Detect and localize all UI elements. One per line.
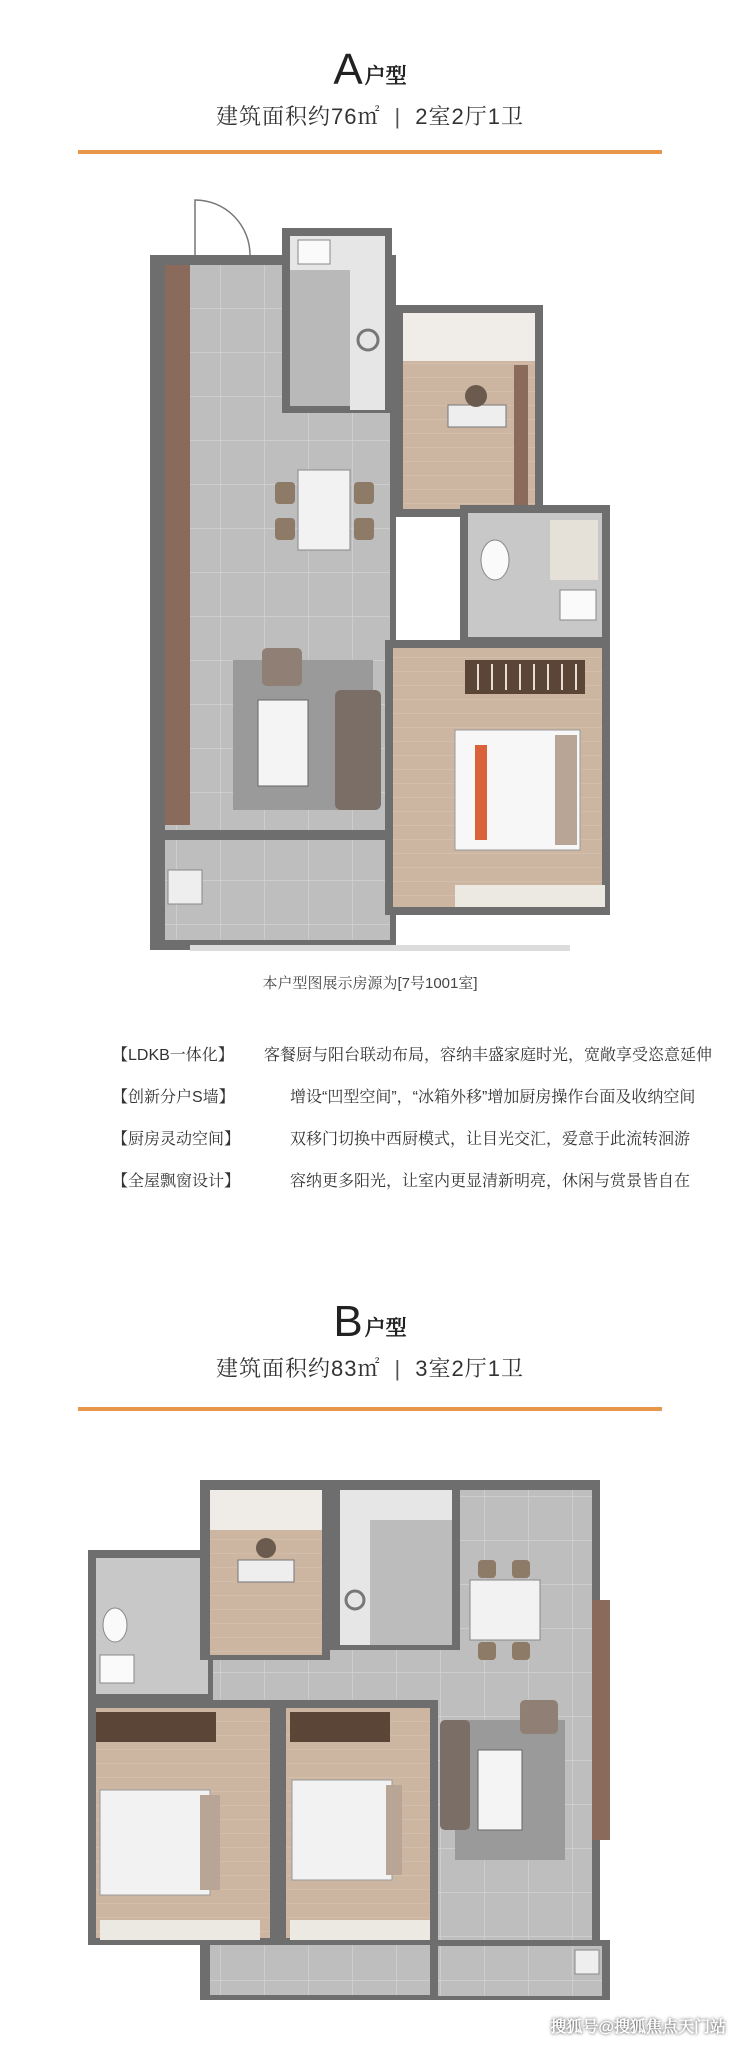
b-window-1: [100, 1920, 260, 1940]
feature-tag: 【LDKB一体化】: [112, 1046, 234, 1064]
b-bed-1: [100, 1790, 210, 1895]
b-bedroom1-window: [210, 1490, 322, 1530]
b-headboard-2: [386, 1785, 402, 1875]
b-chair: [478, 1560, 496, 1578]
type-b-separator: |: [394, 1356, 402, 1381]
b-headboard-1: [200, 1795, 220, 1890]
b-desk-chair: [256, 1538, 276, 1558]
b-wardrobe-1: [96, 1712, 216, 1742]
b-washer: [575, 1950, 599, 1974]
feature-desc: 增设“凹型空间”，“冰箱外移”增加厨房操作台面及收纳空间: [290, 1088, 696, 1106]
b-bath-sink: [100, 1655, 134, 1683]
feature-desc: 客餐厨与阳台联动布局，容纳丰盛家庭时光，宽敞享受恣意延伸: [263, 1046, 712, 1064]
b-chair: [512, 1560, 530, 1578]
b-toilet: [103, 1608, 127, 1642]
type-a-caption: 本户型图展示房源为[7号1001室]: [262, 975, 478, 992]
b-chair: [512, 1642, 530, 1660]
b-kitchen-counter: [340, 1490, 452, 1520]
b-desk: [238, 1560, 294, 1582]
feature-tag: 【创新分户S墙】: [112, 1088, 235, 1106]
type-b-suffix: 户型: [364, 1317, 407, 1340]
type-a-layout: 2室2厅1卫: [415, 104, 524, 129]
watermark: 搜狐号@搜狐焦点天门站: [550, 2019, 726, 2036]
type-b-letter: B: [333, 1297, 363, 1346]
b-right-cabinet: [592, 1600, 610, 1840]
feature-desc: 双移门切换中西厨模式，让目光交汇，爱意于此流转洄游: [290, 1130, 691, 1148]
b-kitchen-side: [340, 1520, 370, 1645]
b-armchair: [520, 1700, 558, 1734]
b-sofa: [440, 1720, 470, 1830]
type-b-layout: 3室2厅1卫: [415, 1356, 524, 1381]
b-window-2: [290, 1920, 430, 1940]
feature-tag: 【全屋飘窗设计】: [112, 1172, 241, 1190]
type-a-suffix: 户型: [364, 65, 407, 88]
feature-desc: 容纳更多阳光，让室内更显清新明亮，休闲与赏景皆自在: [290, 1172, 691, 1190]
feature-tag: 【厨房灵动空间】: [112, 1130, 241, 1148]
type-a-area: 建筑面积约76㎡: [216, 104, 381, 129]
b-chair: [478, 1642, 496, 1660]
b-dining-table: [470, 1580, 540, 1640]
type-a-letter: A: [333, 45, 363, 94]
b-bed-2: [292, 1780, 392, 1880]
b-wardrobe-2: [290, 1712, 390, 1742]
b-coffee-table: [478, 1750, 522, 1830]
type-b-area: 建筑面积约83㎡: [216, 1356, 381, 1381]
type-a-separator: |: [394, 104, 402, 129]
